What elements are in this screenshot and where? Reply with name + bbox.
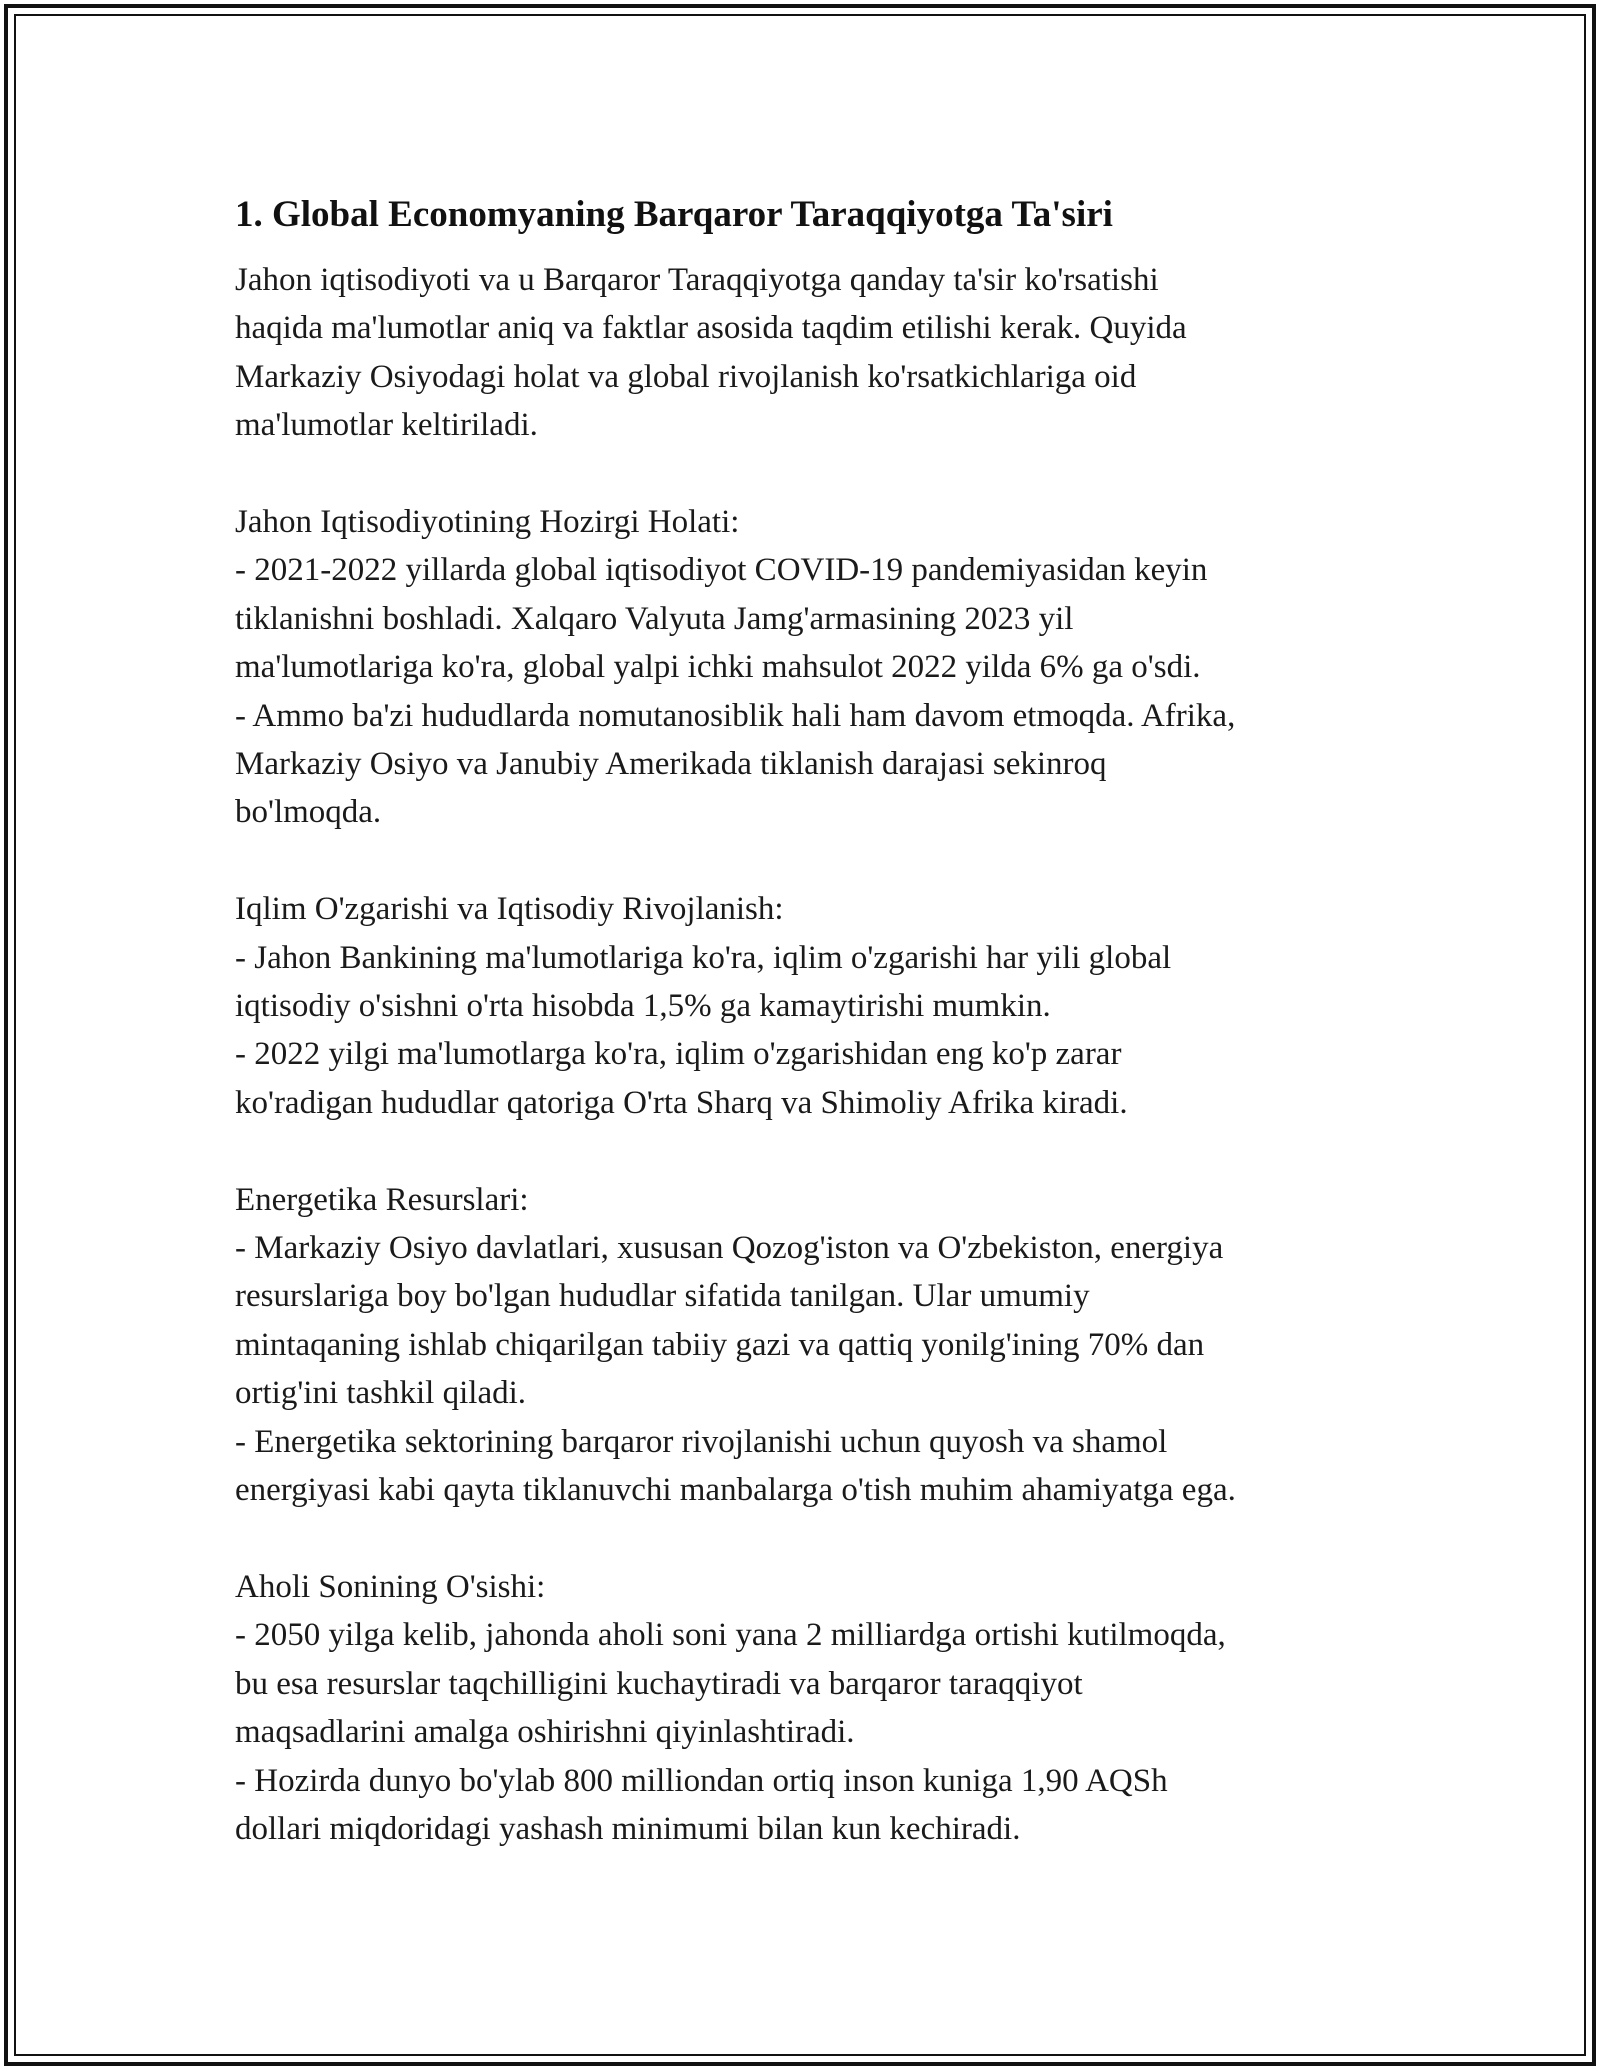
intro-line: Jahon iqtisodiyoti va u Barqaror Taraqqiyotga qanday ta'sir ko'rsatishi — [235, 262, 1159, 298]
intro-paragraph — [235, 256, 1385, 450]
section-line: dollari miqdoridagi yashash minimumi bilan kun kechiradi. — [235, 1810, 1021, 1847]
section-line: bu esa resurslar taqchilligini kuchaytiradi va barqaror taraqqiyot — [235, 1665, 1083, 1702]
section-heading: Iqlim O'zgarishi va Iqtisodiy Rivojlanish: — [235, 891, 784, 928]
section-line: mintaqaning ishlab chiqarilgan tabiiy gazi va qattiq yonilg'ining 70% dan — [235, 1326, 1205, 1363]
section-heading: Jahon Iqtisodiyotining Hozirgi Holati: — [235, 504, 740, 541]
section-line: - 2022 yilgi ma'lumotlarga ko'ra, iqlim o'zgarishidan eng ko'p zarar — [235, 1036, 1122, 1073]
section-line: - Markaziy Osiyo davlatlari, xususan Qozog'iston va O'zbekiston, energiya — [235, 1230, 1224, 1267]
section-line: Markaziy Osiyo va Janubiy Amerikada tiklanish darajasi sekinroq — [235, 746, 1107, 783]
section-line: ko'radigan hududlar qatoriga O'rta Sharq va Shimoliy Afrika kiradi. — [235, 1084, 1128, 1121]
page-title: 1. Global Economyaning Barqaror Taraqqiyotga Ta'siri — [235, 194, 1113, 235]
section-heading: Aholi Sonining O'sishi: — [235, 1568, 546, 1605]
section-economy-status — [235, 498, 1385, 837]
section-line: bo'lmoqda. — [235, 794, 382, 831]
section-line: resurslariga boy bo'lgan hududlar sifatida tanilgan. Ular umumiy — [235, 1278, 1090, 1315]
document-body — [235, 188, 1385, 1853]
section-line: - Energetika sektorining barqaror rivojlanishi uchun quyosh va shamol — [235, 1423, 1168, 1460]
intro-line: ma'lumotlar keltiriladi. — [235, 407, 538, 444]
intro-line: Markaziy Osiyodagi holat va global rivojlanish ko'rsatkichlariga oid — [235, 358, 1137, 395]
section-energy — [235, 1176, 1385, 1515]
section-line: - Hozirda dunyo bo'ylab 800 milliondan ortiq inson kuniga 1,90 AQSh — [235, 1762, 1168, 1799]
intro-line: haqida ma'lumotlar aniq va faktlar asosida taqdim etilishi kerak. Quyida — [235, 310, 1187, 347]
section-line: - Jahon Bankining ma'lumotlariga ko'ra, iqlim o'zgarishi har yili global — [235, 939, 1172, 976]
section-line: ma'lumotlariga ko'ra, global yalpi ichki mahsulot 2022 yilda 6% ga o'sdi. — [235, 649, 1201, 686]
section-line: maqsadlarini amalga oshirishni qiyinlashtiradi. — [235, 1714, 855, 1751]
section-line: - Ammo ba'zi hududlarda nomutanosiblik hali ham davom etmoqda. Afrika, — [235, 697, 1236, 734]
section-line: ortig'ini tashkil qiladi. — [235, 1375, 527, 1412]
section-line: - 2021-2022 yillarda global iqtisodiyot COVID-19 pandemiyasidan keyin — [235, 552, 1208, 589]
section-population — [235, 1563, 1385, 1853]
section-line: tiklanishni boshladi. Xalqaro Valyuta Jamg'armasining 2023 yil — [235, 600, 1074, 637]
section-line: energiyasi kabi qayta tiklanuvchi manbalarga o'tish muhim ahamiyatga ega. — [235, 1472, 1236, 1509]
section-heading: Energetika Resurslari: — [235, 1181, 529, 1218]
section-line: - 2050 yilga kelib, jahonda aholi soni yana 2 milliardga ortishi kutilmoqda, — [235, 1617, 1226, 1654]
section-climate — [235, 885, 1385, 1127]
section-line: iqtisodiy o'sishni o'rta hisobda 1,5% ga kamaytirishi mumkin. — [235, 988, 1051, 1025]
